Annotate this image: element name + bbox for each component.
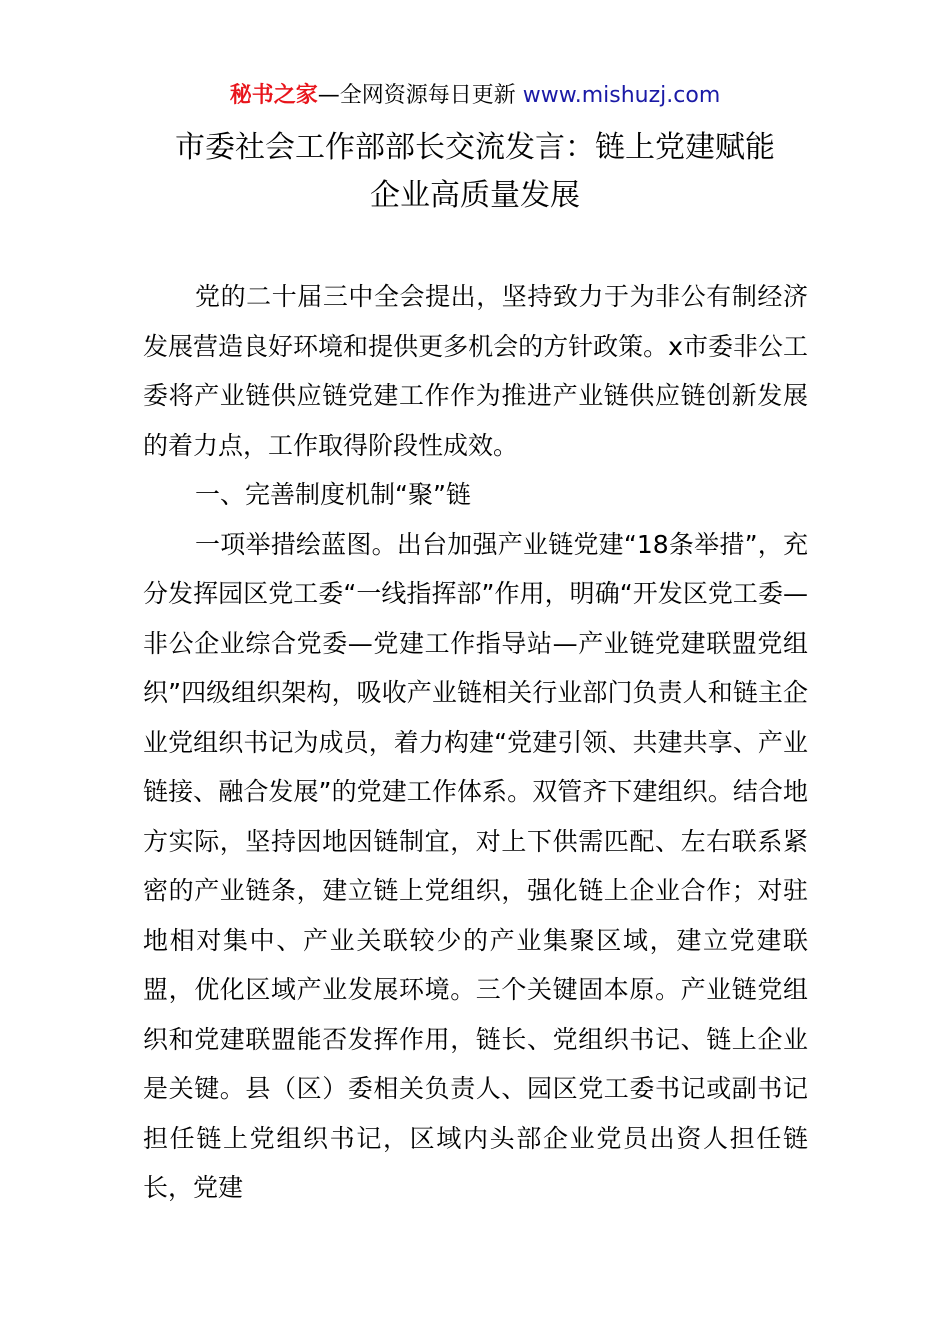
paragraph-body: 一项举措绘蓝图。出台加强产业链党建“18条举措”，充分发挥园区党工委“一线指挥部”作用，明确“开发区党工委—非公企业综合党委—党建工作指导站—产业链党建联盟党组织”四级组织架构，吸收产业链相关行业部门负责人和链主企业党组织书记为成员，着力构建“党建引领、共建共享、产业链接、融合发展”的党建工作体系。双管齐下建组织。结合地方实际，坚持因地因链制宜，对上下供需匹配、左右联系紧密的产业链条，建立链上党组织，强化链上企业合作；对驻地相对集中、产业关联较少的产业集聚区域，建立党建联盟，优化区域产业发展环境。三个关键固本原。产业链党组织和党建联盟能否发挥作用，链长、党组织书记、链上企业是关键。县（区）委相关负责人、园区党工委书记或副书记担任链上党组织书记，区域内头部企业党员出资人担任链长，党建 [143,529,808,1202]
section-heading: 一、完善制度机制“聚”链 [195,480,471,509]
site-url-link[interactable]: www.mishuzj.com [522,83,721,108]
title-line-2: 企业高质量发展 [370,178,580,213]
title-line-1: 市委社会工作部部长交流发言：链上党建赋能 [175,130,775,165]
document-body [143,272,808,1213]
paragraph-intro: 党的二十届三中全会提出，坚持致力于为非公有制经济发展营造良好环境和提供更多机会的方针政策。x市委非公工委将产业链供应链党建工作作为推进产业链供应链创新发展的着力点，工作取得阶段性成效。 [143,282,808,460]
header-tagline: —全网资源每日更新 [317,83,523,108]
brand-name: 秘书之家 [229,83,318,108]
site-header [0,80,950,112]
document-title [60,124,890,220]
